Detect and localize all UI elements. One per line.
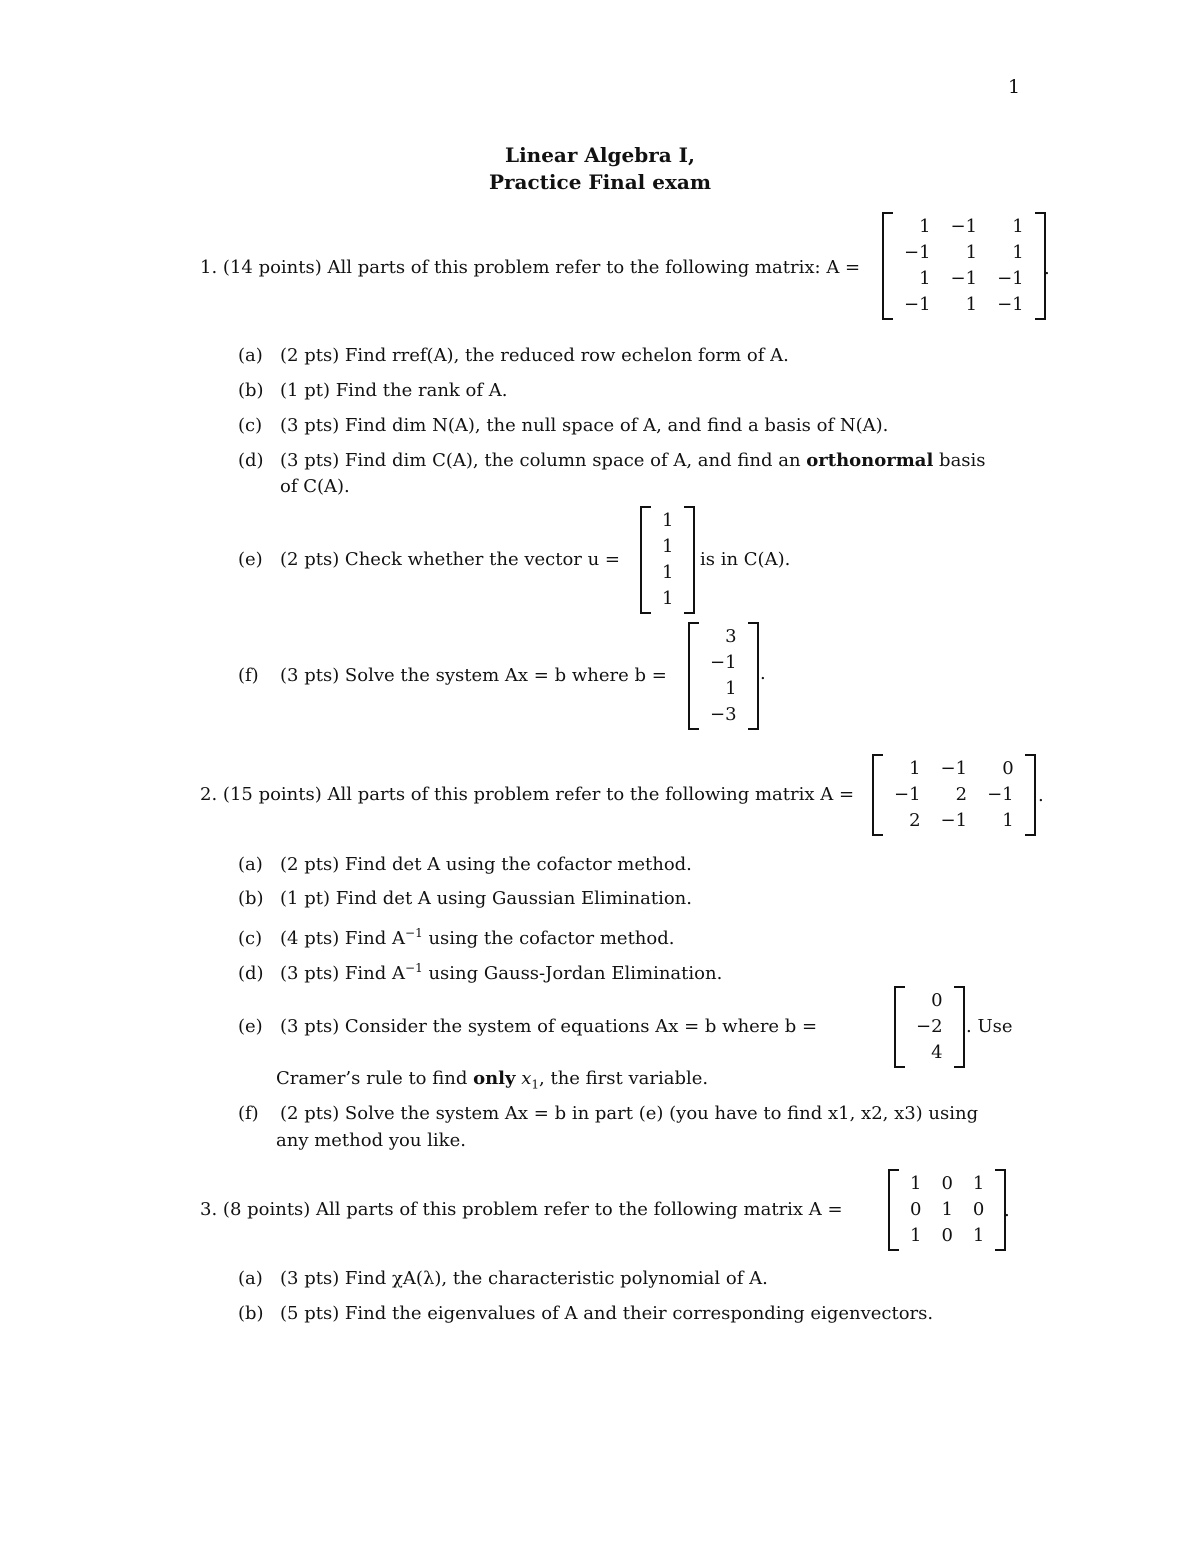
period: . [1038, 785, 1044, 806]
vector-row [906, 988, 953, 1014]
problem-1-part-e-after: is in C(A). [700, 549, 791, 570]
matrix-entry: 2 [909, 810, 921, 831]
problem-1-part-e: (e) (2 pts) Check whether the vector u = [238, 549, 621, 570]
problem-3-part-b: (b) (5 pts) Find the eigenvalues of A and their corresponding eigenvectors. [238, 1303, 934, 1324]
vector-row [700, 702, 747, 728]
matrix-entry: 1 [1012, 242, 1024, 263]
problem-2-part-e-after: . Use [966, 1016, 1013, 1037]
vector-row [906, 1040, 953, 1066]
vector-row [652, 586, 683, 612]
vector-entry: 1 [662, 588, 674, 609]
period: . [1004, 1200, 1010, 1221]
vector-b-1 [688, 622, 759, 730]
vector-entry: 1 [662, 510, 674, 531]
vector-entry: 1 [662, 562, 674, 583]
vector-entry: −3 [710, 704, 737, 725]
matrix-entry: 0 [941, 1173, 953, 1194]
matrix-entry: 1 [965, 294, 978, 315]
problem-2-part-e: (e) (3 pts) Consider the system of equations Ax = b where b = [238, 1016, 818, 1037]
period: . [1044, 258, 1050, 279]
vector-row [652, 560, 683, 586]
problem-2-part-a: (a) (2 pts) Find det A using the cofactor method. [238, 854, 692, 875]
matrix-row [900, 1171, 994, 1197]
vector-entry: −1 [710, 652, 737, 673]
matrix-entry: 1 [909, 758, 921, 779]
matrix-entry: −1 [997, 268, 1024, 289]
matrix-entry: 0 [910, 1199, 922, 1220]
problem-3-part-a: (a) (3 pts) Find χA(λ), the characteristic polynomial of A. [238, 1268, 768, 1289]
problem-2-part-c: (c) (4 pts) Find $A^{-1}$ using the cofactor method. [238, 926, 675, 949]
matrix-row [884, 808, 1024, 834]
vector-row [700, 650, 747, 676]
matrix-entry: −1 [987, 784, 1014, 805]
matrix-entry: 0 [1002, 758, 1014, 779]
problem-2-part-b: (b) (1 pt) Find det A using Gaussian Elimination. [238, 888, 692, 909]
matrix-entry: 1 [941, 1199, 953, 1220]
vector-row [700, 624, 747, 650]
matrix-row [884, 782, 1024, 808]
emphasis-orthonormal: orthonormal [806, 450, 934, 471]
problem-1-matrix [882, 212, 1046, 320]
matrix-entry: −1 [940, 758, 968, 779]
matrix-entry: 1 [919, 268, 931, 289]
matrix-entry: −1 [950, 216, 978, 237]
matrix-row [894, 266, 1034, 292]
problem-1-part-b: (b) (1 pt) Find the rank of A. [238, 380, 508, 401]
page-number: 1 [1008, 76, 1021, 98]
vector-entry: 1 [662, 536, 674, 557]
problem-1-part-f-after: . [760, 663, 766, 684]
problem-1-intro-text: (14 points) All parts of this problem refer to the following matrix: [222, 257, 821, 278]
matrix-entry: −1 [950, 268, 978, 289]
problem-2-part-e-cont: Cramer’s rule to find only $x_1$, the first variable. [276, 1068, 709, 1092]
vector-b-2 [894, 986, 965, 1068]
problem-2-part-d: (d) (3 pts) Find $A^{-1}$ using Gauss-Jordan Elimination. [238, 961, 723, 984]
problem-1-part-f: (f) (3 pts) Solve the system Ax = b where b = [238, 665, 667, 686]
matrix-entry: −1 [997, 294, 1024, 315]
matrix-row [884, 756, 1024, 782]
problem-1-matrix-var: A = [826, 257, 861, 278]
problem-1-part-c: (c) (3 pts) Find dim N(A), the null space of A, and find a basis of N(A). [238, 415, 889, 436]
problem-1-part-d: (d) (3 pts) Find dim C(A), the column space of A, and find an orthonormal basis [238, 450, 986, 471]
matrix-entry: 1 [972, 1173, 985, 1194]
matrix-entry: 1 [910, 1225, 922, 1246]
vector-row [652, 534, 683, 560]
matrix-entry: −1 [940, 810, 968, 831]
problem-3-intro: 3. (8 points) All parts of this problem refer to the following matrix A = [200, 1199, 843, 1220]
vector-entry: −2 [916, 1016, 943, 1037]
matrix-entry: −1 [894, 784, 921, 805]
vector-row [700, 676, 747, 702]
vector-row [906, 1014, 953, 1040]
problem-2-matrix [872, 754, 1036, 836]
problem-2-part-f-cont: any method you like. [276, 1130, 466, 1151]
problem-3-number: 3. [200, 1199, 218, 1220]
problem-1-part-a: (a) (2 pts) Find rref(A), the reduced row echelon form of A. [238, 345, 789, 366]
problem-2-intro: 2. (15 points) All parts of this problem refer to the following matrix A = [200, 784, 855, 805]
matrix-entry: −1 [904, 242, 931, 263]
matrix-entry: −1 [904, 294, 931, 315]
problem-1-number: 1. [200, 257, 218, 278]
matrix-entry: 1 [919, 216, 931, 237]
problem-2-number: 2. [200, 784, 218, 805]
matrix-entry: 0 [972, 1199, 985, 1220]
matrix-row [894, 214, 1034, 240]
matrix-entry: 2 [955, 784, 968, 805]
matrix-entry: 0 [941, 1225, 953, 1246]
vector-row [652, 508, 683, 534]
matrix-entry: 1 [1002, 810, 1014, 831]
vector-u [640, 506, 695, 614]
matrix-row [894, 292, 1034, 318]
vector-entry: 1 [725, 678, 737, 699]
matrix-row [894, 240, 1034, 266]
matrix-entry: 1 [1012, 216, 1024, 237]
problem-3-matrix [888, 1169, 1006, 1251]
problem-2-part-f: (f) (2 pts) Solve the system Ax = b in part (e) (you have to find x1, x2, x3) using [238, 1103, 979, 1124]
matrix-entry: 1 [972, 1225, 985, 1246]
title-line-1: Linear Algebra I, [505, 143, 695, 167]
matrix-entry: 1 [965, 242, 978, 263]
matrix-row [900, 1197, 994, 1223]
title-line-2: Practice Final exam [488, 170, 712, 194]
matrix-row [900, 1223, 994, 1249]
vector-entry: 0 [931, 990, 943, 1011]
problem-1-part-d-cont: of C(A). [280, 476, 350, 497]
page-title [0, 142, 1200, 196]
problem-1-intro [200, 255, 860, 281]
vector-entry: 3 [725, 626, 737, 647]
matrix-entry: 1 [910, 1173, 922, 1194]
vector-entry: 4 [931, 1042, 943, 1063]
